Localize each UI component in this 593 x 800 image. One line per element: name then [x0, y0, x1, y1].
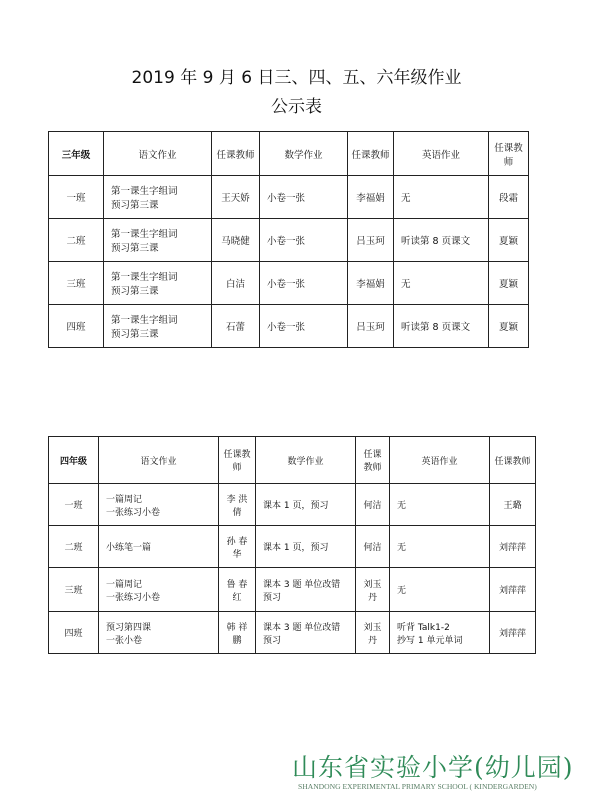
grade3-homework-table — [48, 131, 529, 348]
class-cell: 二班 — [49, 526, 99, 568]
grade4-homework-table — [48, 436, 536, 654]
chinese-teacher-cell: 韩 祥 鹏 — [219, 612, 256, 654]
math-header: 数学作业 — [260, 132, 348, 176]
chinese-homework-cell: 预习第四课 一张小卷 — [99, 612, 219, 654]
school-name-stamp — [292, 748, 592, 800]
math-header: 数学作业 — [256, 437, 356, 484]
english-teacher-cell: 夏颖 — [489, 262, 529, 305]
math-teacher-cell: 何洁 — [356, 526, 390, 568]
table-row — [49, 305, 529, 348]
table-row — [49, 526, 536, 568]
school-name-english: SHANDONG EXPERIMENTAL PRIMARY SCHOOL ( KINDERGARDEN) — [298, 782, 537, 791]
math-teacher-cell: 刘玉 丹 — [356, 568, 390, 612]
chinese-header: 语文作业 — [99, 437, 219, 484]
chinese-teacher-cell: 白洁 — [212, 262, 260, 305]
english-teacher-cell: 刘萍萍 — [490, 612, 536, 654]
chinese-homework-cell: 第一课生字组词 预习第三课 — [104, 305, 212, 348]
class-cell: 三班 — [49, 262, 104, 305]
math-teacher-cell: 吕玉珂 — [348, 305, 394, 348]
school-name-chinese: 山东省实验小学(幼儿园) — [292, 753, 574, 782]
chinese-teacher-header: 任课教师 — [219, 437, 256, 484]
chinese-teacher-header: 任课教师 — [212, 132, 260, 176]
math-teacher-cell: 李福娟 — [348, 262, 394, 305]
english-homework-cell: 听读第 8 页课文 — [394, 305, 489, 348]
table-row — [49, 568, 536, 612]
english-homework-cell: 无 — [390, 526, 490, 568]
math-homework-cell: 小卷一张 — [260, 262, 348, 305]
chinese-header: 语文作业 — [104, 132, 212, 176]
chinese-homework-cell: 第一课生字组词 预习第三课 — [104, 176, 212, 219]
chinese-teacher-cell: 鲁 春 红 — [219, 568, 256, 612]
english-homework-cell: 听读第 8 页课文 — [394, 219, 489, 262]
english-homework-cell: 无 — [390, 568, 490, 612]
english-homework-cell: 无 — [390, 484, 490, 526]
chinese-homework-cell: 小练笔一篇 — [99, 526, 219, 568]
class-cell: 一班 — [49, 176, 104, 219]
table-header-row — [49, 132, 529, 176]
class-cell: 一班 — [49, 484, 99, 526]
chinese-teacher-cell: 马晓健 — [212, 219, 260, 262]
math-homework-cell: 课本 1 页，预习 — [256, 484, 356, 526]
chinese-homework-cell: 第一课生字组词 预习第三课 — [104, 262, 212, 305]
math-homework-cell: 课本 3 题 单位改错 预习 — [256, 612, 356, 654]
math-homework-cell: 课本 3 题 单位改错 预习 — [256, 568, 356, 612]
math-teacher-cell: 刘玉 丹 — [356, 612, 390, 654]
table-row — [49, 262, 529, 305]
table-row — [49, 484, 536, 526]
english-teacher-cell: 夏颖 — [489, 219, 529, 262]
math-homework-cell: 课本 1 页，预习 — [256, 526, 356, 568]
table-row — [49, 219, 529, 262]
english-header: 英语作业 — [390, 437, 490, 484]
math-teacher-header: 任课教师 — [348, 132, 394, 176]
table-header-row — [49, 437, 536, 484]
class-cell: 四班 — [49, 612, 99, 654]
chinese-teacher-cell: 李 洪 倩 — [219, 484, 256, 526]
chinese-homework-cell: 第一课生字组词 预习第三课 — [104, 219, 212, 262]
math-homework-cell: 小卷一张 — [260, 176, 348, 219]
english-teacher-header: 任课教师 — [490, 437, 536, 484]
english-teacher-cell: 段霜 — [489, 176, 529, 219]
chinese-teacher-cell: 石蕾 — [212, 305, 260, 348]
title-line-1: 2019 年 9 月 6 日三、四、五、六年级作业 — [131, 68, 462, 88]
math-teacher-header: 任课教师 — [356, 437, 390, 484]
english-teacher-cell: 夏颖 — [489, 305, 529, 348]
english-teacher-cell: 刘萍萍 — [490, 526, 536, 568]
chinese-homework-cell: 一篇周记 一张练习小卷 — [99, 568, 219, 612]
table-row — [49, 176, 529, 219]
english-teacher-cell: 刘萍萍 — [490, 568, 536, 612]
english-teacher-header: 任课教师 — [489, 132, 529, 176]
class-cell: 二班 — [49, 219, 104, 262]
math-teacher-cell: 李福娟 — [348, 176, 394, 219]
grade-header: 三年级 — [49, 132, 104, 176]
grade-header: 四年级 — [49, 437, 99, 484]
english-teacher-cell: 王璐 — [490, 484, 536, 526]
english-homework-cell: 听背 Talk1-2 抄写 1 单元单词 — [390, 612, 490, 654]
class-cell: 三班 — [49, 568, 99, 612]
english-homework-cell: 无 — [394, 176, 489, 219]
chinese-teacher-cell: 孙 春 华 — [219, 526, 256, 568]
table-row — [49, 612, 536, 654]
chinese-homework-cell: 一篇周记 一张练习小卷 — [99, 484, 219, 526]
math-homework-cell: 小卷一张 — [260, 305, 348, 348]
class-cell: 四班 — [49, 305, 104, 348]
english-header: 英语作业 — [394, 132, 489, 176]
title-line-2: 公示表 — [271, 97, 322, 117]
chinese-teacher-cell: 王天娇 — [212, 176, 260, 219]
math-homework-cell: 小卷一张 — [260, 219, 348, 262]
document-title — [0, 64, 593, 122]
math-teacher-cell: 何洁 — [356, 484, 390, 526]
math-teacher-cell: 吕玉珂 — [348, 219, 394, 262]
english-homework-cell: 无 — [394, 262, 489, 305]
